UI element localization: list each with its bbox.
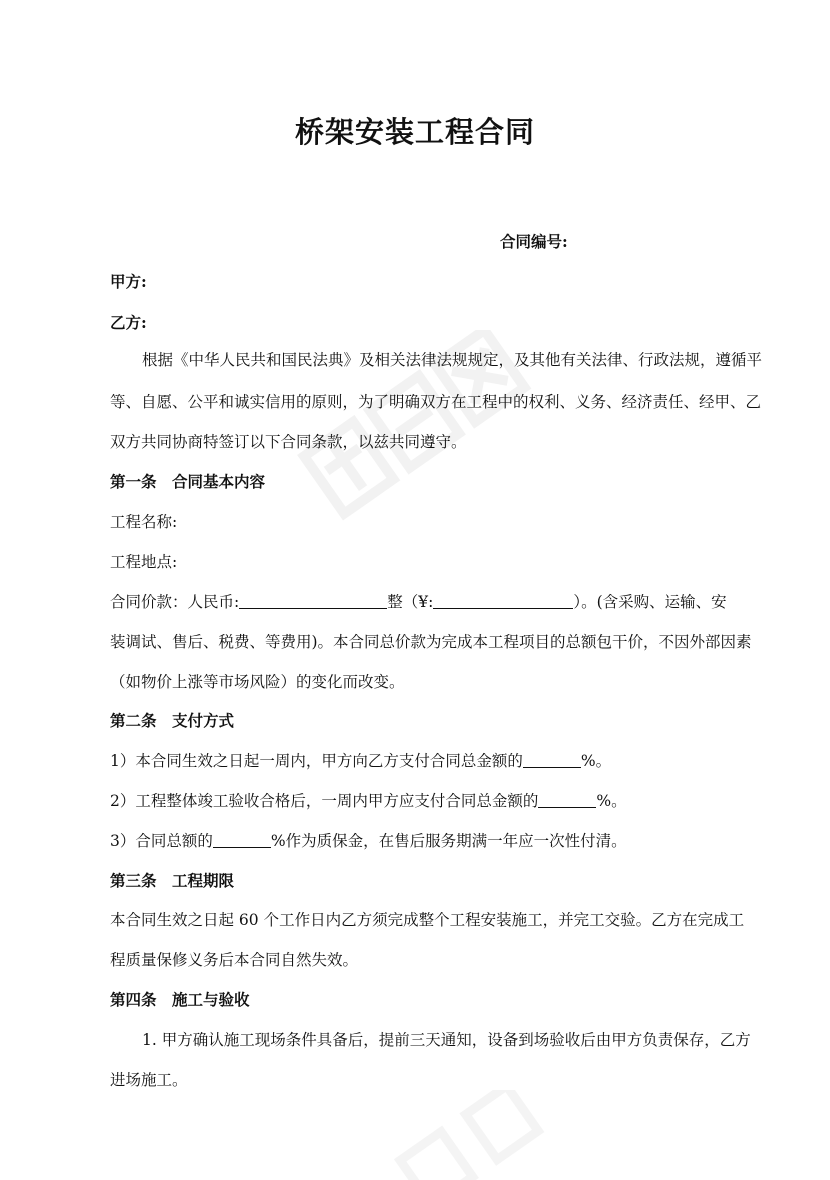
payment-item-2-text: 2）工程整体竣工验收合格后，一周内甲方应支付合同总金额的 [110, 792, 539, 810]
preamble-line-2: 等、自愿、公平和诚实信用的原则，为了明确双方在工程中的权利、义务、经济责任、经甲、乙 [110, 393, 762, 411]
acceptance-line-2: 进场施工。 [110, 1071, 188, 1089]
project-location-label: 工程地点: [110, 553, 178, 571]
payment-2-percent-blank[interactable] [538, 791, 596, 808]
preamble-line-1: 根据《中华人民共和国民法典》及相关法律法规规定，及其他有关法律、行政法规，遵循平 [142, 351, 763, 369]
acceptance-line-1: 1. 甲方确认施工现场条件具备后，提前三天通知，设备到场验收后由甲方负责保存，乙方 [142, 1031, 751, 1049]
term-line-1: 本合同生效之日起 60 个工作日内乙方须完成整个工程安装施工，并完工交验。乙方在完成工 [110, 911, 745, 929]
payment-item-2-suffix: %。 [596, 792, 627, 810]
article-3-heading: 第三条 工程期限 [110, 871, 235, 890]
article-2-heading: 第二条 支付方式 [110, 711, 235, 730]
price-amount-blank[interactable] [239, 592, 387, 609]
retention-percent-blank[interactable] [213, 831, 271, 848]
payment-item-3-suffix: %作为质保金，在售后服务期满一年应一次性付清。 [270, 832, 627, 850]
price-suffix: ）。(含采购、运输、安 [573, 593, 727, 611]
article-1-heading: 第一条 合同基本内容 [110, 472, 266, 491]
payment-item-1 [110, 751, 742, 771]
contract-price-line [110, 592, 742, 612]
contract-number-label: 合同编号: [500, 232, 568, 251]
party-a-label: 甲方: [110, 272, 147, 291]
payment-item-1-suffix: %。 [580, 752, 612, 770]
party-b-label: 乙方: [110, 313, 147, 332]
price-number-blank[interactable] [433, 592, 573, 609]
preamble-line-3: 双方共同协商特签订以下合同条款，以兹共同遵守。 [110, 433, 467, 451]
document-title: 桥架安装工程合同 [294, 115, 535, 149]
price-prefix: 合同价款：人民币: [110, 593, 240, 611]
article-4-heading: 第四条 施工与验收 [110, 990, 250, 1009]
price-line-2: 装调试、售后、税费、等费用)。本合同总价款为完成本工程项目的总额包干价，不因外部因素 [110, 633, 752, 651]
payment-item-1-text: 1）本合同生效之日起一周内，甲方向乙方支付合同总金额的 [110, 752, 523, 770]
payment-item-3-text: 3）合同总额的 [110, 832, 213, 850]
term-line-2: 程质量保修义务后本合同自然失效。 [110, 951, 359, 969]
payment-item-3 [110, 831, 742, 851]
payment-item-2 [110, 791, 742, 811]
price-mid: 整（¥: [387, 593, 434, 611]
watermark-graphic-bottom [380, 1090, 580, 1180]
payment-1-percent-blank[interactable] [523, 751, 581, 768]
project-name-label: 工程名称: [110, 513, 178, 531]
price-line-3: （如物价上涨等市场风险）的变化而改变。 [110, 673, 405, 691]
